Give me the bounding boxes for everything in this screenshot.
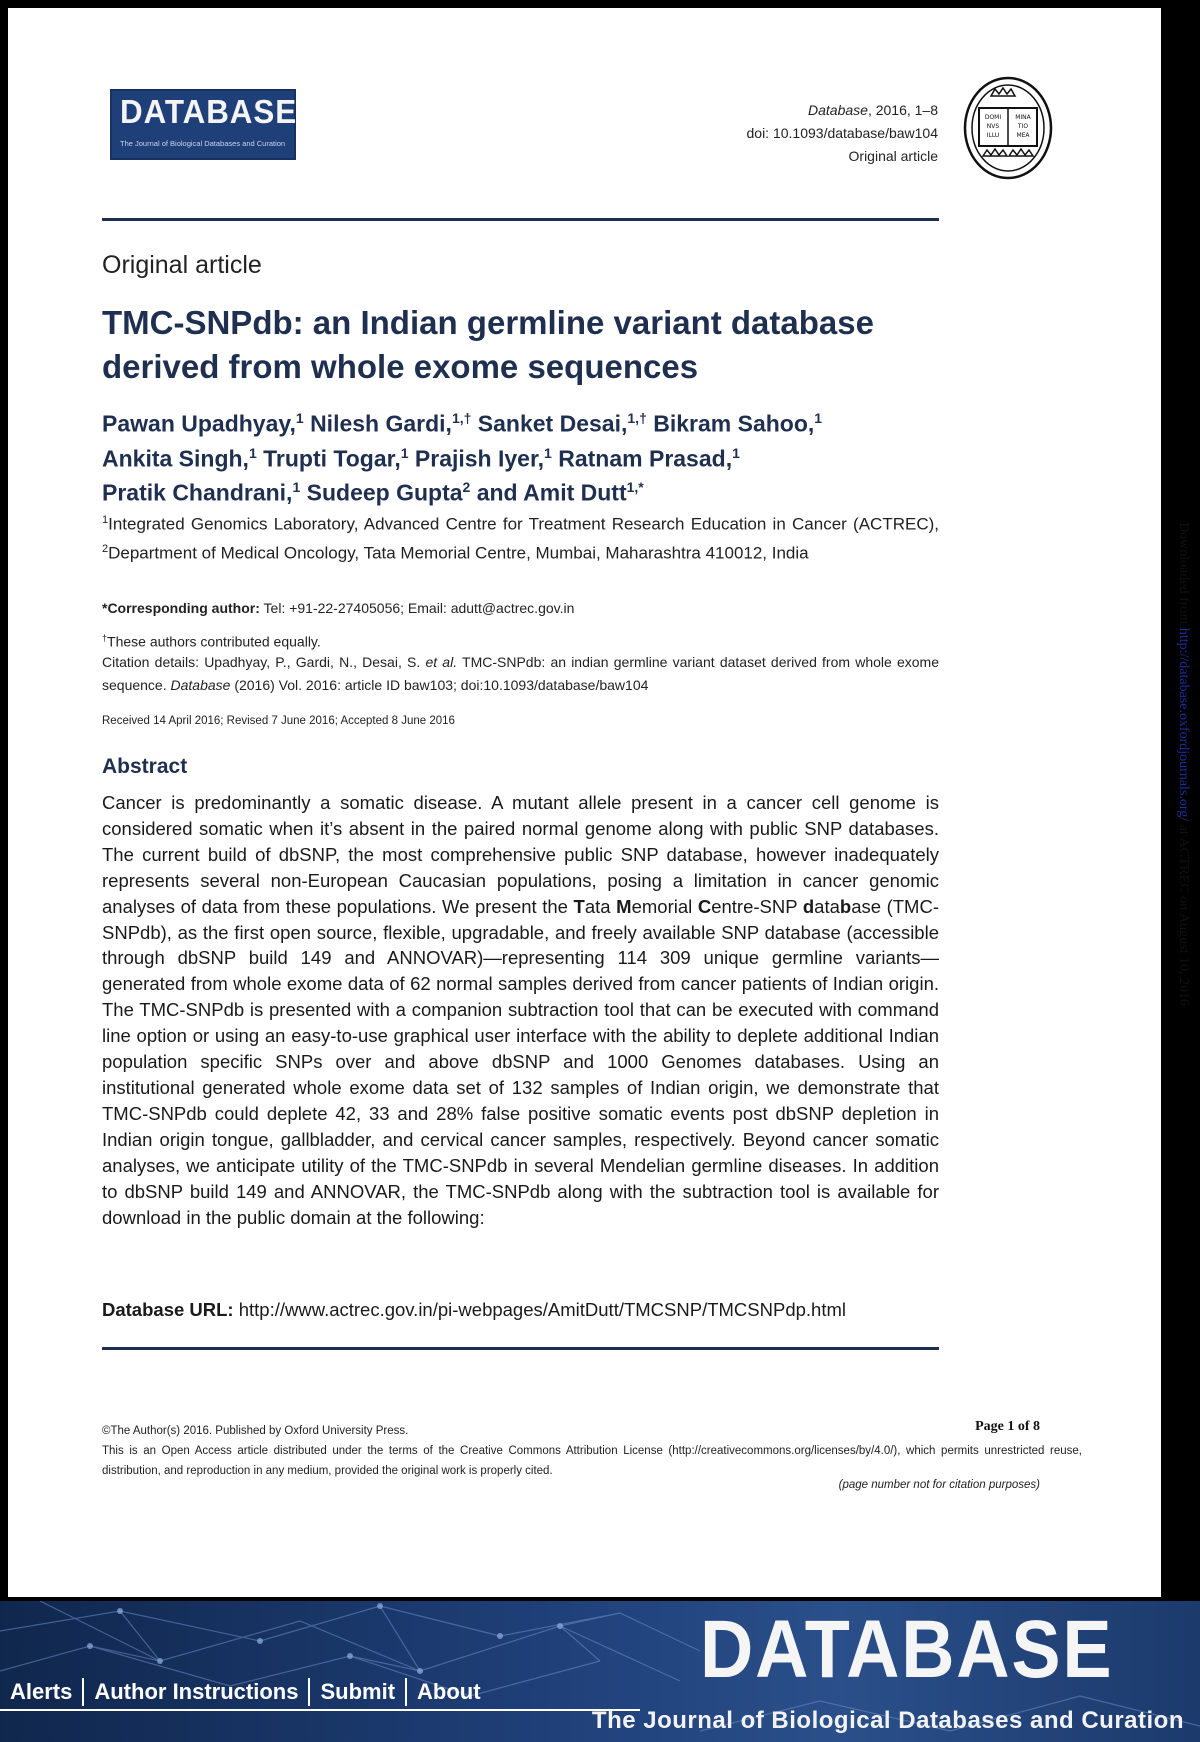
article-type-small: Original article <box>848 148 938 164</box>
affiliation-mark: 1 <box>102 514 109 526</box>
affiliation-mark: 2 <box>102 542 109 555</box>
citation-journal: Database <box>170 677 231 693</box>
author-affiliation-mark: 1 <box>400 444 409 461</box>
abstract-emph: C <box>697 895 712 917</box>
download-watermark <box>1175 484 1191 1044</box>
copyright: ©The Author(s) 2016. Published by Oxford University Press. <box>102 1425 409 1437</box>
abstract-part: entre-SNP <box>711 895 803 917</box>
author-affiliation-mark: 1 <box>248 444 257 461</box>
nav-underline <box>0 1709 640 1711</box>
seal-text-1: DOMI <box>984 114 1002 121</box>
seal-text-2: NVS <box>986 123 1000 130</box>
author-affiliation-mark: 2 <box>462 479 471 496</box>
author-name: Pratik Chandrani, <box>102 479 293 506</box>
author-name: Prajish Iyer, <box>414 445 545 472</box>
database-url <box>102 1299 846 1321</box>
abstract-emph: d <box>802 895 815 917</box>
seal-text-6: MEA <box>1016 132 1030 139</box>
abstract-emph: b <box>839 895 852 917</box>
banner-nav <box>0 1675 491 1709</box>
page-number: Page 1 of 8 <box>975 1419 1040 1434</box>
author-affiliation-mark: 1,* <box>626 479 644 496</box>
download-suffix: at ACTREC on August 10, 2016 <box>1176 821 1191 1006</box>
corresponding-contact: Tel: +91-22-27405056; Email: adutt@actrec.gov.in <box>259 600 575 616</box>
citation-prefix: Citation details: Upadhyay, P., Gardi, N., Desai, S. <box>102 654 426 670</box>
citation-mid: TMC-SNPdb: an indian germline variant dataset derived from whole exome sequence. <box>102 654 940 693</box>
download-link[interactable]: http://database.oxfordjournals.org/ <box>1176 627 1191 822</box>
seal-text-3: ILLU <box>986 132 1000 139</box>
journal-banner <box>0 1601 1200 1742</box>
doi: doi: 10.1093/database/baw104 <box>746 125 938 141</box>
database-url-label: Database URL: <box>102 1299 234 1320</box>
journal-reference <box>747 99 939 168</box>
banner-title: DATABASE <box>700 1604 1114 1695</box>
article-page <box>8 8 1161 1597</box>
abstract-part: ata <box>584 895 617 917</box>
abstract-emph: M <box>616 895 632 917</box>
author-affiliation-mark: 1 <box>732 444 740 461</box>
author-affiliation-mark: 1 <box>292 479 301 496</box>
author-name: Ratnam Prasad, <box>558 445 733 472</box>
author-affiliation-mark: 1 <box>295 410 304 426</box>
seal-text-4: MINA <box>1015 114 1031 121</box>
author-name: Sudeep Gupta <box>306 479 463 506</box>
citation-suffix: (2016) Vol. 2016: article ID baw103; doi:10.1093/database/baw104 <box>230 677 649 693</box>
nav-alerts[interactable]: Alerts <box>10 1679 73 1704</box>
oxford-seal-icon <box>961 72 1055 182</box>
affiliation-2: Department of Medical Oncology, Tata Memorial Centre, Mumbai, Maharashtra 410012, India <box>108 543 809 563</box>
abstract-text <box>102 790 939 1230</box>
author-name: Pawan Upadhyay, <box>102 410 296 437</box>
seal-text-5: TIO <box>1017 123 1029 130</box>
citation-etal: et al. <box>425 654 458 670</box>
journal-year-pages: , 2016, 1–8 <box>867 102 938 118</box>
author-name: Trupti Togar, <box>263 445 401 472</box>
affiliations <box>102 508 939 565</box>
author-list <box>102 404 962 508</box>
download-prefix: Downloaded from <box>1176 522 1191 628</box>
corresponding-label: *Corresponding author: <box>102 600 260 616</box>
author-affiliation-mark: 1 <box>814 410 823 426</box>
citation-details <box>102 651 939 697</box>
author-name: Bikram Sahoo, <box>653 410 815 437</box>
nav-about[interactable]: About <box>417 1679 481 1704</box>
abstract-part: ase <box>851 895 882 917</box>
contribution-text: These authors contributed equally. <box>107 633 321 650</box>
author-name: and Amit Dutt <box>476 479 627 506</box>
journal-name: Database <box>808 102 868 118</box>
contribution-mark: † <box>102 633 108 643</box>
article-type: Original article <box>102 251 262 279</box>
logo-subtitle: The Journal of Biological Databases and Curation <box>120 139 286 148</box>
affiliation-1: Integrated Genomics Laboratory, Advanced Centre for Treatment Research Education in Cancer (ACTREC), <box>108 514 939 534</box>
abstract-emph: T <box>573 895 585 917</box>
author-affiliation-mark: 1,† <box>451 410 472 426</box>
abstract-part: emorial <box>631 895 698 917</box>
author-name: Sanket Desai, <box>477 410 628 437</box>
corresponding-author <box>102 597 939 620</box>
article-dates: Received 14 April 2016; Revised 7 June 2016; Accepted 8 June 2016 <box>102 715 455 727</box>
license-text: This is an Open Access article distributed under the terms of the Creative Commons Attribution License (http://creativecommons.org/licenses/by/4.0/), which permits unrestricted reuse, distribution, and reproduction in any medium, provided the original work is properly cited. <box>102 1445 1082 1477</box>
abstract-part: Cancer is predominantly a somatic disease. A mutant allele present in a cancer cell genome is considered somatic when it’s absent in the paired normal genome along with public SNP databases. The current build of dbSNP, the most comprehensive public SNP database, however inadequately represents several non-European Caucasian populations, posing a limitation in cancer genomic analyses of data from these populations. We present the <box>102 792 939 917</box>
banner-subtitle: The Journal of Biological Databases and Curation <box>591 1707 1184 1734</box>
database-url-link[interactable]: http://www.actrec.gov.in/pi-webpages/AmitDutt/TMCSNP/TMCSNPdp.html <box>233 1299 846 1320</box>
header-divider <box>102 218 939 221</box>
equal-contribution-note <box>102 627 939 654</box>
journal-logo <box>110 89 296 160</box>
abstract-part: ata <box>814 895 840 917</box>
nav-author-instructions[interactable]: Author Instructions <box>94 1679 299 1704</box>
author-affiliation-mark: 1,† <box>627 410 647 426</box>
author-name: Ankita Singh, <box>102 445 249 472</box>
abstract-divider <box>102 1347 939 1350</box>
author-name: Nilesh Gardi, <box>310 410 452 437</box>
article-title: TMC-SNPdb: an Indian germline variant database derived from whole exome sequences <box>102 304 874 385</box>
author-affiliation-mark: 1 <box>544 444 552 461</box>
logo-text: DATABASE <box>120 93 298 130</box>
license-footer <box>102 1421 1082 1481</box>
abstract-heading: Abstract <box>102 755 188 778</box>
abstract-part: (TMC-SNPdb), as the first open source, flexible, upgradable, and freely available SNP database (accessible through dbSNP build 149 and ANNOVAR)—representing 114 309 unique germline variants—generated from whole exome data of 62 normal samples derived from cancer patients of Indian origin. The TMC-SNPdb is presented with a companion subtraction tool that can be executed with command line option or using an easy-to-use graphical user interface with the ability to deplete additional Indian population specific SNPs over and above dbSNP and 1000 Genomes databases. Using an institutional generated whole exome data set of 132 samples of Indian origin, we demonstrate that TMC-SNPdb could deplete 42, 33 and 28% false positive somatic events post dbSNP depletion in Indian origin tongue, gallbladder, and cervical cancer samples, respectively. Beyond cancer somatic analyses, we anticipate utility of the TMC-SNPdb in several Mendelian germline diseases. In addition to dbSNP build 149 and ANNOVAR, the TMC-SNPdb along with the subtraction tool is available for download in the public domain at the following: <box>102 895 939 1228</box>
page-number-note: (page number not for citation purposes) <box>838 1479 1040 1491</box>
nav-submit[interactable]: Submit <box>320 1679 396 1704</box>
